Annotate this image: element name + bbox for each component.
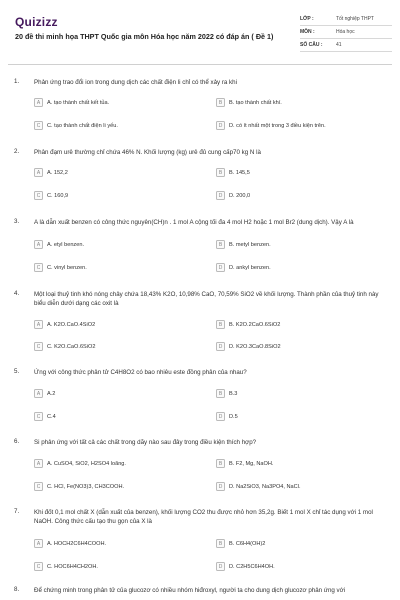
question-number: 3. — [14, 218, 20, 225]
option-c[interactable] — [34, 341, 96, 352]
question-text: A là dẫn xuất benzen có công thức nguyên(CH)n . 1 mol A cộng tối đa 4 mol H2 hoặc 1 mol Br2 (dung dịch). Vậy A là — [34, 219, 354, 226]
option-c[interactable] — [34, 481, 124, 492]
option-a[interactable] — [34, 97, 109, 108]
option-letter-box: D — [216, 121, 225, 130]
question-text: Để chứng minh trong phân tử của glucozơ có nhiều nhóm hiđroxyl, người ta cho dung dịch glucozơ phản ứng với — [34, 587, 346, 594]
option-d[interactable] — [216, 561, 275, 572]
question-number: 2. — [14, 148, 20, 155]
option-letter-box: B — [216, 240, 225, 249]
meta-row-subject — [300, 26, 392, 39]
option-letter-box: D — [216, 482, 225, 491]
meta-label: LỚP : — [300, 16, 314, 22]
question-number: 6. — [14, 438, 20, 445]
question-number: 4. — [14, 290, 20, 297]
meta-value: Hóa học — [336, 29, 355, 35]
meta-value: Tốt nghiệp THPT — [336, 16, 374, 22]
question-text: Phản ứng trao đổi ion trong dung dịch các chất điện li chỉ có thể xảy ra khi — [34, 79, 237, 86]
option-letter-box: C — [34, 342, 43, 351]
option-a[interactable] — [34, 458, 126, 469]
question-text: Si phản ứng với tất cả các chất trong dãy nào sau đây trong điều kiện thích hợp? — [34, 439, 257, 446]
option-text: D. có ít nhất một trong 3 điều kiện trên. — [229, 122, 326, 129]
option-letter-box: B — [216, 459, 225, 468]
option-text: A. 152,2 — [47, 169, 68, 176]
option-letter-box: B — [216, 98, 225, 107]
option-text: D. C2H5C6H4OH. — [229, 563, 275, 570]
question-number: 7. — [14, 508, 20, 515]
option-letter-box: D — [216, 562, 225, 571]
worksheet-meta — [300, 13, 392, 52]
option-text: C. tạo thành chất điện li yếu. — [47, 122, 118, 129]
option-b[interactable] — [216, 458, 273, 469]
option-text: B. metyl benzen. — [229, 241, 271, 248]
meta-row-count — [300, 39, 392, 52]
option-letter-box: B — [216, 320, 225, 329]
question-text: Một loại thuỷ tinh khó nóng chảy chứa 18,43% K2O, 10,98% CaO, 70,59% SiO2 về khối lượng. Thành phần của thuỷ tinh này biểu diễn dưới dạng các oxit là — [34, 291, 379, 307]
option-letter-box: A — [34, 459, 43, 468]
option-text: C. HOC6H4CH2OH. — [47, 563, 98, 570]
option-d[interactable] — [216, 190, 250, 201]
option-text: C. HCl, Fe(NO3)3, CH3COOH. — [47, 483, 125, 490]
quizizz-logo: Quizizz — [15, 15, 58, 29]
option-d[interactable] — [216, 411, 238, 422]
option-d[interactable] — [216, 341, 281, 352]
option-text: B.3 — [229, 390, 238, 397]
option-text: C.4 — [47, 413, 56, 420]
option-a[interactable] — [34, 388, 55, 399]
option-a[interactable] — [34, 239, 84, 250]
option-letter-box: C — [34, 562, 43, 571]
option-text: C. K2O.CaO.6SiO2 — [47, 343, 96, 350]
meta-label: SỐ CÂU : — [300, 42, 323, 48]
option-c[interactable] — [34, 411, 56, 422]
worksheet-title: 20 đề thi minh họa THPT Quốc gia môn Hóa học năm 2022 có đáp án ( Đề 1) — [15, 32, 274, 41]
option-b[interactable] — [216, 239, 271, 250]
question-number: 5. — [14, 368, 20, 375]
option-letter-box: A — [34, 240, 43, 249]
option-letter-box: C — [34, 121, 43, 130]
worksheet-header — [0, 0, 400, 62]
option-a[interactable] — [34, 538, 106, 549]
option-a[interactable] — [34, 167, 68, 178]
option-c[interactable] — [34, 262, 87, 273]
option-b[interactable] — [216, 97, 282, 108]
option-text: A.2 — [47, 390, 56, 397]
option-letter-box: D — [216, 412, 225, 421]
option-text: A. CuSO4, SiO2, H2SO4 loãng. — [47, 460, 126, 467]
question-text: Khi đốt 0,1 mol chất X (dẫn xuất của benzen), khối lượng CO2 thu được nhỏ hơn 35,2g. Biết 1 mol X chỉ tác dụng với 1 mol NaOH. Công thức cấu tạo thu gọn của X là — [34, 509, 373, 525]
option-text: A. tạo thành chất kết tủa. — [47, 99, 110, 106]
question-text: Phân đạm urê thường chỉ chứa 46% N. Khối lượng (kg) urê đủ cung cấp70 kg N là — [34, 149, 261, 156]
option-letter-box: A — [34, 320, 43, 329]
meta-value: 41 — [336, 42, 342, 48]
option-text: B. tạo thành chất khí. — [229, 99, 282, 106]
option-c[interactable] — [34, 120, 118, 131]
option-text: A. K2O.CaO.4SiO2 — [47, 321, 96, 328]
option-b[interactable] — [216, 538, 265, 549]
question-text: Ứng với công thức phân tử C4H8O2 có bao nhiêu este đồng phân của nhau? — [34, 369, 247, 376]
meta-row-class — [300, 13, 392, 26]
option-text: B. K2O.2CaO.6SiO2 — [229, 321, 281, 328]
option-text: D. K2O.3CaO.8SiO2 — [229, 343, 281, 350]
option-letter-box: D — [216, 263, 225, 272]
option-text: D. 200,0 — [229, 192, 251, 199]
option-text: A. HOCH2C6H4COOH. — [47, 540, 107, 547]
option-b[interactable] — [216, 388, 237, 399]
option-c[interactable] — [34, 190, 68, 201]
option-c[interactable] — [34, 561, 98, 572]
question-number: 1. — [14, 78, 20, 85]
option-letter-box: C — [34, 263, 43, 272]
option-text: B. C6H4(OH)2 — [229, 540, 266, 547]
option-letter-box: A — [34, 389, 43, 398]
option-letter-box: A — [34, 168, 43, 177]
option-letter-box: B — [216, 389, 225, 398]
option-d[interactable] — [216, 481, 301, 492]
option-d[interactable] — [216, 120, 326, 131]
option-letter-box: D — [216, 191, 225, 200]
option-letter-box: C — [34, 191, 43, 200]
option-text: D. ankyl benzen. — [229, 264, 271, 271]
option-b[interactable] — [216, 167, 250, 178]
option-text: A. etyl benzen. — [47, 241, 85, 248]
header-divider — [8, 64, 392, 65]
option-text: D.5 — [229, 413, 238, 420]
option-text: B. F2, Mg, NaOH. — [229, 460, 274, 467]
option-d[interactable] — [216, 262, 271, 273]
option-letter-box: A — [34, 539, 43, 548]
option-text: C. 160,9 — [47, 192, 69, 199]
option-text: C. vinyl benzen. — [47, 264, 87, 271]
option-text: B. 145,5 — [229, 169, 250, 176]
option-letter-box: B — [216, 539, 225, 548]
option-text: D. Na2SiO3, Na3PO4, NaCl. — [229, 483, 301, 490]
meta-label: MÔN : — [300, 29, 315, 35]
question-number: 8. — [14, 586, 20, 593]
option-a[interactable] — [34, 319, 95, 330]
option-letter-box: B — [216, 168, 225, 177]
option-letter-box: C — [34, 412, 43, 421]
option-letter-box: D — [216, 342, 225, 351]
option-b[interactable] — [216, 319, 280, 330]
option-letter-box: C — [34, 482, 43, 491]
option-letter-box: A — [34, 98, 43, 107]
